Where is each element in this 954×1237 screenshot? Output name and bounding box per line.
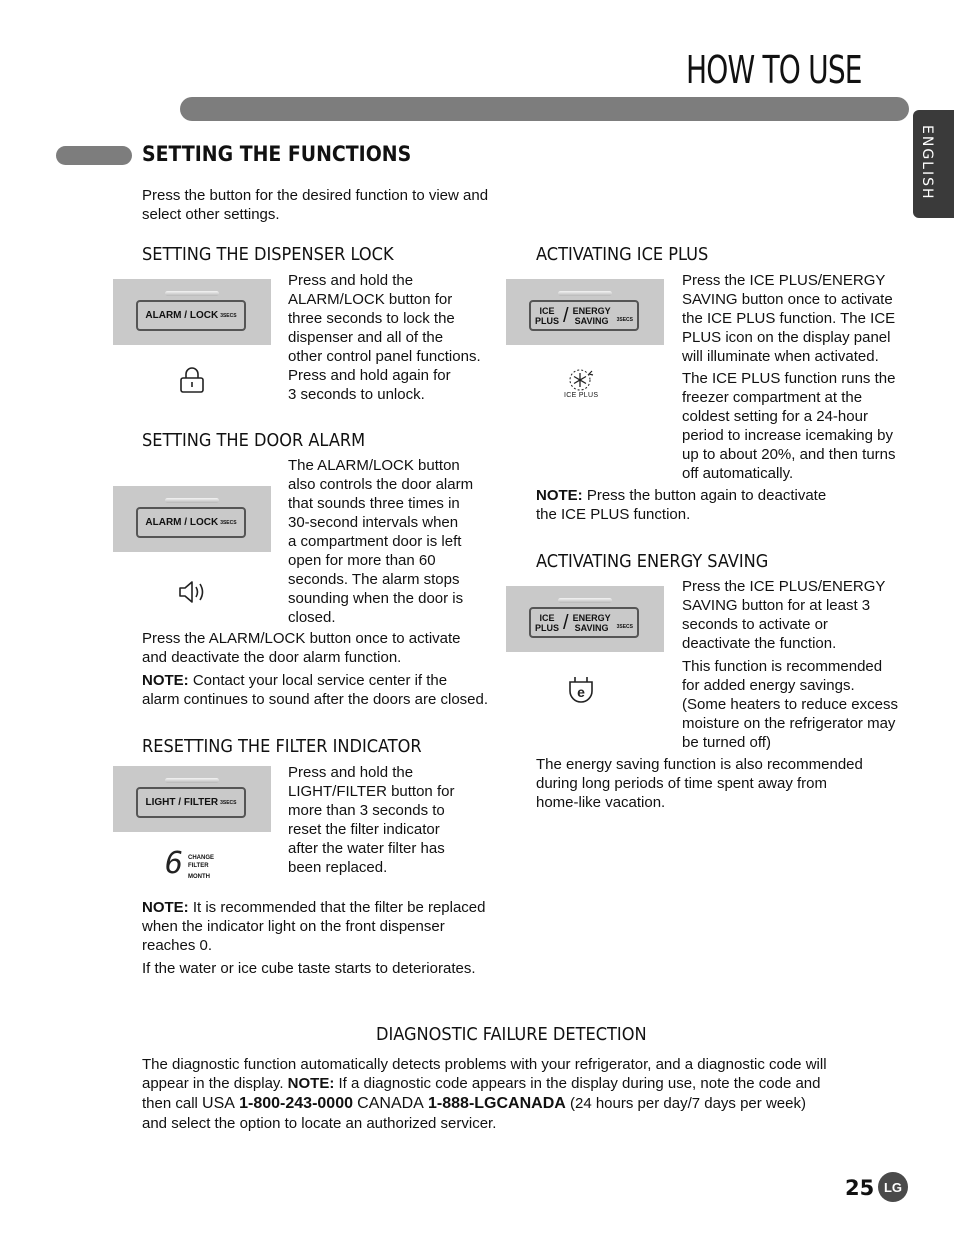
filter-note: NOTE: It is recommended that the filter be replaced when the indicator light on the front dispenser reaches 0. [142, 899, 486, 954]
door-alarm-panel [113, 486, 271, 552]
ice-plus-panel [506, 279, 664, 345]
indicator-light [165, 778, 219, 783]
lg-logo: LG [878, 1172, 908, 1202]
diagnostic-title: DIAGNOSTIC FAILURE DETECTION [376, 1024, 647, 1045]
energy-saving-icon [567, 675, 595, 705]
svg-text:e: e [577, 684, 585, 700]
ice-plus-description: The ICE PLUS function runs the freezer compartment at the coldest setting for a 24-hour period to increase icemaking by up to about 20%, and then turns off automatically. [682, 370, 896, 482]
filter-display [165, 846, 225, 882]
energy-saving-title: ACTIVATING ENERGY SAVING [536, 551, 769, 572]
ice-plus-note: NOTE: Press the button again to deactivate the ICE PLUS function. [536, 487, 827, 523]
alarm-lock-button[interactable]: ALARM / LOCK 3SECS [136, 300, 246, 331]
ice-plus-energy-saving-button[interactable]: ICE PLUS / ENERGY SAVING 3SECS [529, 607, 639, 638]
dispenser-lock-panel [113, 279, 271, 345]
filter-extra-note: If the water or ice cube taste starts to deteriorates. [142, 960, 476, 977]
indicator-light [558, 291, 612, 296]
door-alarm-title: SETTING THE DOOR ALARM [142, 430, 366, 451]
header-bar [180, 97, 909, 121]
page-header-title: HOW TO USE [686, 48, 862, 92]
filter-panel [113, 766, 271, 832]
section-title: SETTING THE FUNCTIONS [142, 142, 412, 166]
speaker-icon [177, 578, 207, 606]
diagnostic-text: The diagnostic function automatically detects problems with your refrigerator, and a diagnostic code will appear in the display. NOTE: If a diagnostic code appears in the display during use, note the code and then call USA 1-800-243-0000 CANADA 1-888-LGCANADA (24 hours per day/7 days per week) and select the option to locate an authorized servicer. [142, 1056, 827, 1132]
ice-plus-indicator [560, 368, 602, 402]
ice-plus-icon-label: ICE PLUS [564, 392, 599, 399]
section-intro: Press the button for the desired function to view and select other settings. [142, 187, 489, 223]
energy-saving-description: This function is recommended for added energy savings. (Some heaters to reduce excess moisture on the refrigerator may be turned off) [682, 658, 898, 751]
dispenser-lock-text: Press and hold the ALARM/LOCK button for three seconds to lock the dispenser and all of the other control panel functions. Press and hold again for 3 seconds to unlock. [288, 272, 481, 403]
dispenser-lock-title: SETTING THE DISPENSER LOCK [142, 244, 394, 265]
door-alarm-text: The ALARM/LOCK button also controls the door alarm that sounds three times in 30-second intervals when a compartment door is left open for more than 60 seconds. The alarm stops sounding when the door is closed. [288, 457, 474, 626]
energy-saving-panel [506, 586, 664, 652]
ice-plus-title: ACTIVATING ICE PLUS [536, 244, 709, 265]
energy-saving-text: Press the ICE PLUS/ENERGY SAVING button for at least 3 seconds to activate or deactivate the function. [682, 578, 886, 652]
language-tab-label: ENGLISH [919, 125, 935, 201]
filter-text: Press and hold the LIGHT/FILTER button for more than 3 seconds to reset the filter indicator after the water filter has been replaced. [288, 764, 455, 876]
filter-display-labels: CHANGE FILTER MONTH [188, 855, 215, 880]
page-number: 25 [845, 1176, 875, 1200]
snowflake-icon [560, 368, 602, 392]
lock-icon [178, 365, 206, 395]
language-tab [913, 110, 954, 218]
energy-saving-recommendation: The energy saving function is also recommended during long periods of time spent away from home-like vacation. [536, 756, 863, 811]
light-filter-button[interactable]: LIGHT / FILTER 3SECS [136, 787, 246, 818]
filter-title: RESETTING THE FILTER INDICATOR [142, 736, 422, 757]
ice-plus-text: Press the ICE PLUS/ENERGY SAVING button once to activate the ICE PLUS function. The ICE PLUS icon on the display panel will illuminate when activated. [682, 272, 896, 365]
indicator-light [165, 498, 219, 503]
door-alarm-note: NOTE: Contact your local service center if the alarm continues to sound after the doors are closed. [142, 672, 489, 708]
indicator-light [165, 291, 219, 296]
indicator-light [558, 598, 612, 603]
door-alarm-instructions: Press the ALARM/LOCK button once to activate and deactivate the door alarm function. [142, 630, 461, 666]
section-marker [56, 146, 132, 165]
ice-plus-energy-saving-button[interactable]: ICE PLUS / ENERGY SAVING 3SECS [529, 300, 639, 331]
alarm-lock-button[interactable]: ALARM / LOCK 3SECS [136, 507, 246, 538]
filter-month-digit: 6 [165, 846, 184, 881]
